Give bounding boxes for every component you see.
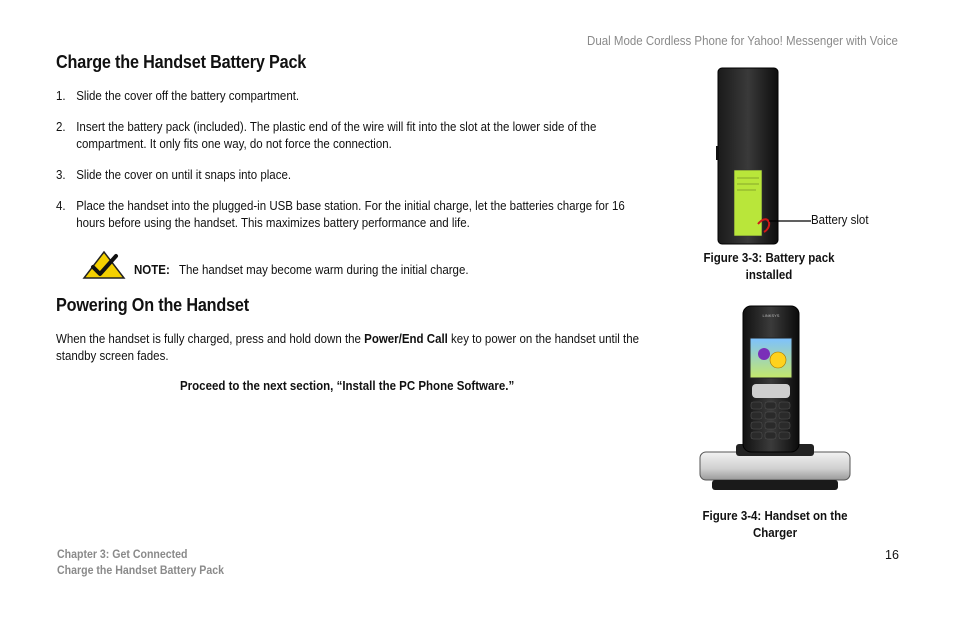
caption-line: installed (745, 268, 793, 282)
step-text: Place the handset into the plugged-in USB base station. For the initial charge, let the batteries charge for 16 hours before using the handset. This maximizes battery performance and life. (76, 199, 625, 230)
step-text: Slide the cover off the battery compartment. (76, 89, 300, 103)
battery-pack-photo (712, 66, 812, 246)
power-paragraph (56, 331, 654, 365)
step-item (56, 198, 645, 232)
note-text: The handset may become warm during the initial charge. (178, 263, 469, 277)
step-number: 1. (56, 89, 66, 103)
footer-chapter: Chapter 3: Get Connected (57, 549, 188, 561)
note-label: NOTE: (134, 263, 170, 277)
section-heading-powering: Powering On the Handset (56, 295, 249, 315)
battery-slot-callout: Battery slot (811, 213, 869, 227)
note (134, 263, 469, 277)
para-text-after: key to power on the handset until the standby screen fades. (56, 332, 640, 363)
figure-3-4-caption (692, 508, 858, 542)
running-header: Dual Mode Cordless Phone for Yahoo! Messenger with Voice (587, 34, 898, 48)
steps-list (56, 88, 645, 246)
figure-3-3-caption (695, 250, 842, 284)
caption-line: Figure 3-3: Battery pack (703, 251, 835, 265)
proceed-link-text: Proceed to the next section, “Install the PC Phone Software.” (180, 379, 515, 393)
step-text: Slide the cover on until it snaps into place. (76, 168, 292, 182)
step-item (56, 88, 645, 105)
caption-line: Figure 3-4: Handset on the (702, 509, 848, 523)
footer (57, 547, 224, 579)
handset-on-charger-photo (698, 304, 852, 494)
para-text-before: When the handset is fully charged, press and hold down the (56, 332, 365, 346)
step-text: Insert the battery pack (included). The plastic end of the wire will fit into the slot at the lower side of the compartment. It only fits one way, do not force the connection. (76, 120, 597, 151)
step-number: 3. (56, 168, 66, 182)
step-item (56, 167, 645, 184)
handset-brand-text: LINKSYS (762, 313, 780, 318)
page-number: 16 (885, 548, 899, 562)
step-item (56, 119, 645, 153)
section-heading-charge: Charge the Handset Battery Pack (56, 52, 307, 72)
footer-section: Charge the Handset Battery Pack (57, 565, 224, 577)
note-checkmark-icon (82, 250, 126, 280)
caption-line: Charger (752, 526, 798, 540)
step-number: 2. (56, 120, 66, 134)
step-number: 4. (56, 199, 66, 213)
power-end-call-key: Power/End Call (364, 332, 448, 346)
